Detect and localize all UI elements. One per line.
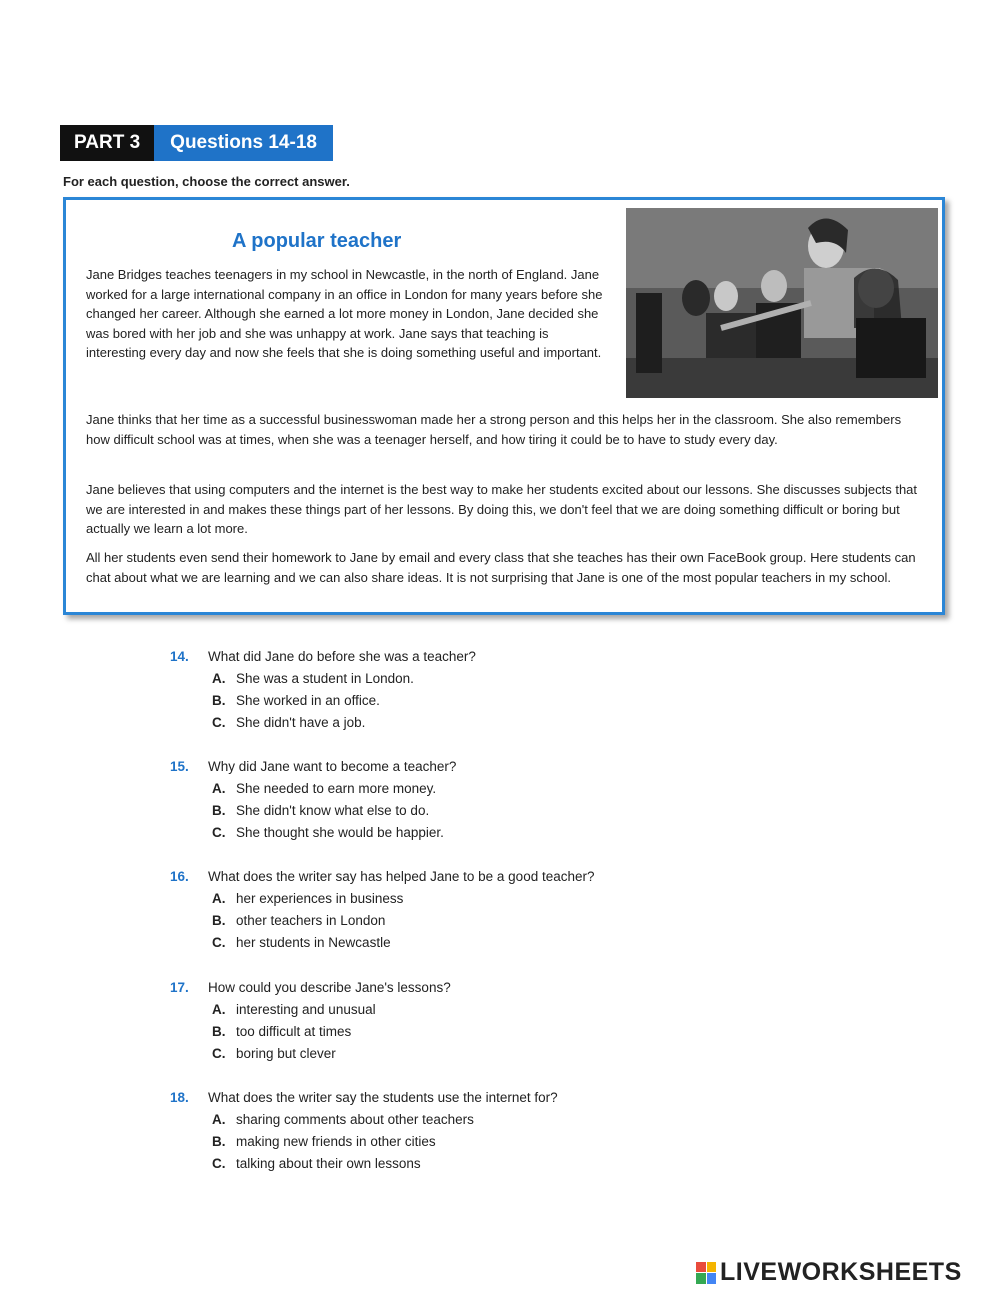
option-a[interactable]: A. her experiences in business — [212, 891, 404, 906]
option-a[interactable]: A. She was a student in London. — [212, 671, 414, 686]
logo-icon — [696, 1262, 716, 1284]
question-14 — [170, 646, 730, 734]
questions-range: Questions 14-18 — [154, 125, 333, 161]
question-18 — [170, 1087, 730, 1175]
option-b[interactable]: B. other teachers in London — [212, 913, 386, 928]
question-number: 14. — [170, 649, 189, 664]
article-paragraph-1: Jane Bridges teaches teenagers in my school in Newcastle, in the north of England. Jane worked for a large international company in an office in London for many years before she changed her career. Although she earned a lot more money in London, Jane decided she was bored with her job and she was unhappy at work. Jane says that teaching is interesting every day and now she feels that she is doing something useful and important. — [86, 267, 603, 360]
instruction-text: For each question, choose the correct answer. — [63, 174, 350, 189]
question-text: What did Jane do before she was a teacher? — [208, 649, 476, 664]
question-17 — [170, 977, 730, 1065]
question-16 — [170, 866, 730, 954]
classroom-photo — [626, 208, 938, 398]
question-15 — [170, 756, 730, 844]
question-text: How could you describe Jane's lessons? — [208, 980, 451, 995]
option-a[interactable]: A. sharing comments about other teachers — [212, 1112, 474, 1127]
question-number: 18. — [170, 1090, 189, 1105]
article-paragraph-2: Jane thinks that her time as a successful businesswoman made her a strong person and this helps her in the classroom. She also remembers how difficult school was at times, when she was a teenager herself, and how tiring it could be to have to study every day. — [86, 412, 902, 447]
logo-text: LIVEWORKSHEETS — [720, 1258, 962, 1286]
option-b[interactable]: B. too difficult at times — [212, 1024, 352, 1039]
option-c[interactable]: C. her students in Newcastle — [212, 935, 391, 950]
question-text: What does the writer say has helped Jane to be a good teacher? — [208, 869, 595, 884]
option-c[interactable]: C. She thought she would be happier. — [212, 825, 444, 840]
article-paragraph-3: Jane believes that using computers and the internet is the best way to make her students excited about our lessons. She discusses subjects that we are interested in and makes these things part of her lessons. By doing this, we don't feel that we are doing something difficult or boring but actually we learn a lot more. — [86, 482, 918, 536]
option-c[interactable]: C. She didn't have a job. — [212, 715, 366, 730]
question-number: 15. — [170, 759, 189, 774]
question-text: Why did Jane want to become a teacher? — [208, 759, 457, 774]
part-label: PART 3 — [60, 125, 154, 161]
option-b[interactable]: B. She didn't know what else to do. — [212, 803, 430, 818]
liveworksheets-logo[interactable] — [696, 1258, 962, 1287]
part-header — [60, 125, 333, 161]
option-c[interactable]: C. boring but clever — [212, 1046, 336, 1061]
option-b[interactable]: B. She worked in an office. — [212, 693, 380, 708]
question-text: What does the writer say the students use the internet for? — [208, 1090, 558, 1105]
question-number: 17. — [170, 980, 189, 995]
option-a[interactable]: A. interesting and unusual — [212, 1002, 376, 1017]
question-number: 16. — [170, 869, 189, 884]
option-b[interactable]: B. making new friends in other cities — [212, 1134, 436, 1149]
option-a[interactable]: A. She needed to earn more money. — [212, 781, 437, 796]
option-c[interactable]: C. talking about their own lessons — [212, 1156, 421, 1171]
article-box — [63, 197, 945, 615]
article-title: A popular teacher — [232, 230, 402, 252]
article-paragraph-4: All her students even send their homework to Jane by email and every class that she teaches has their own FaceBook group. Here students can chat about what we are learning and we can also share ideas. It is not surprising that Jane is one of the most popular teachers in my school. — [86, 550, 916, 585]
